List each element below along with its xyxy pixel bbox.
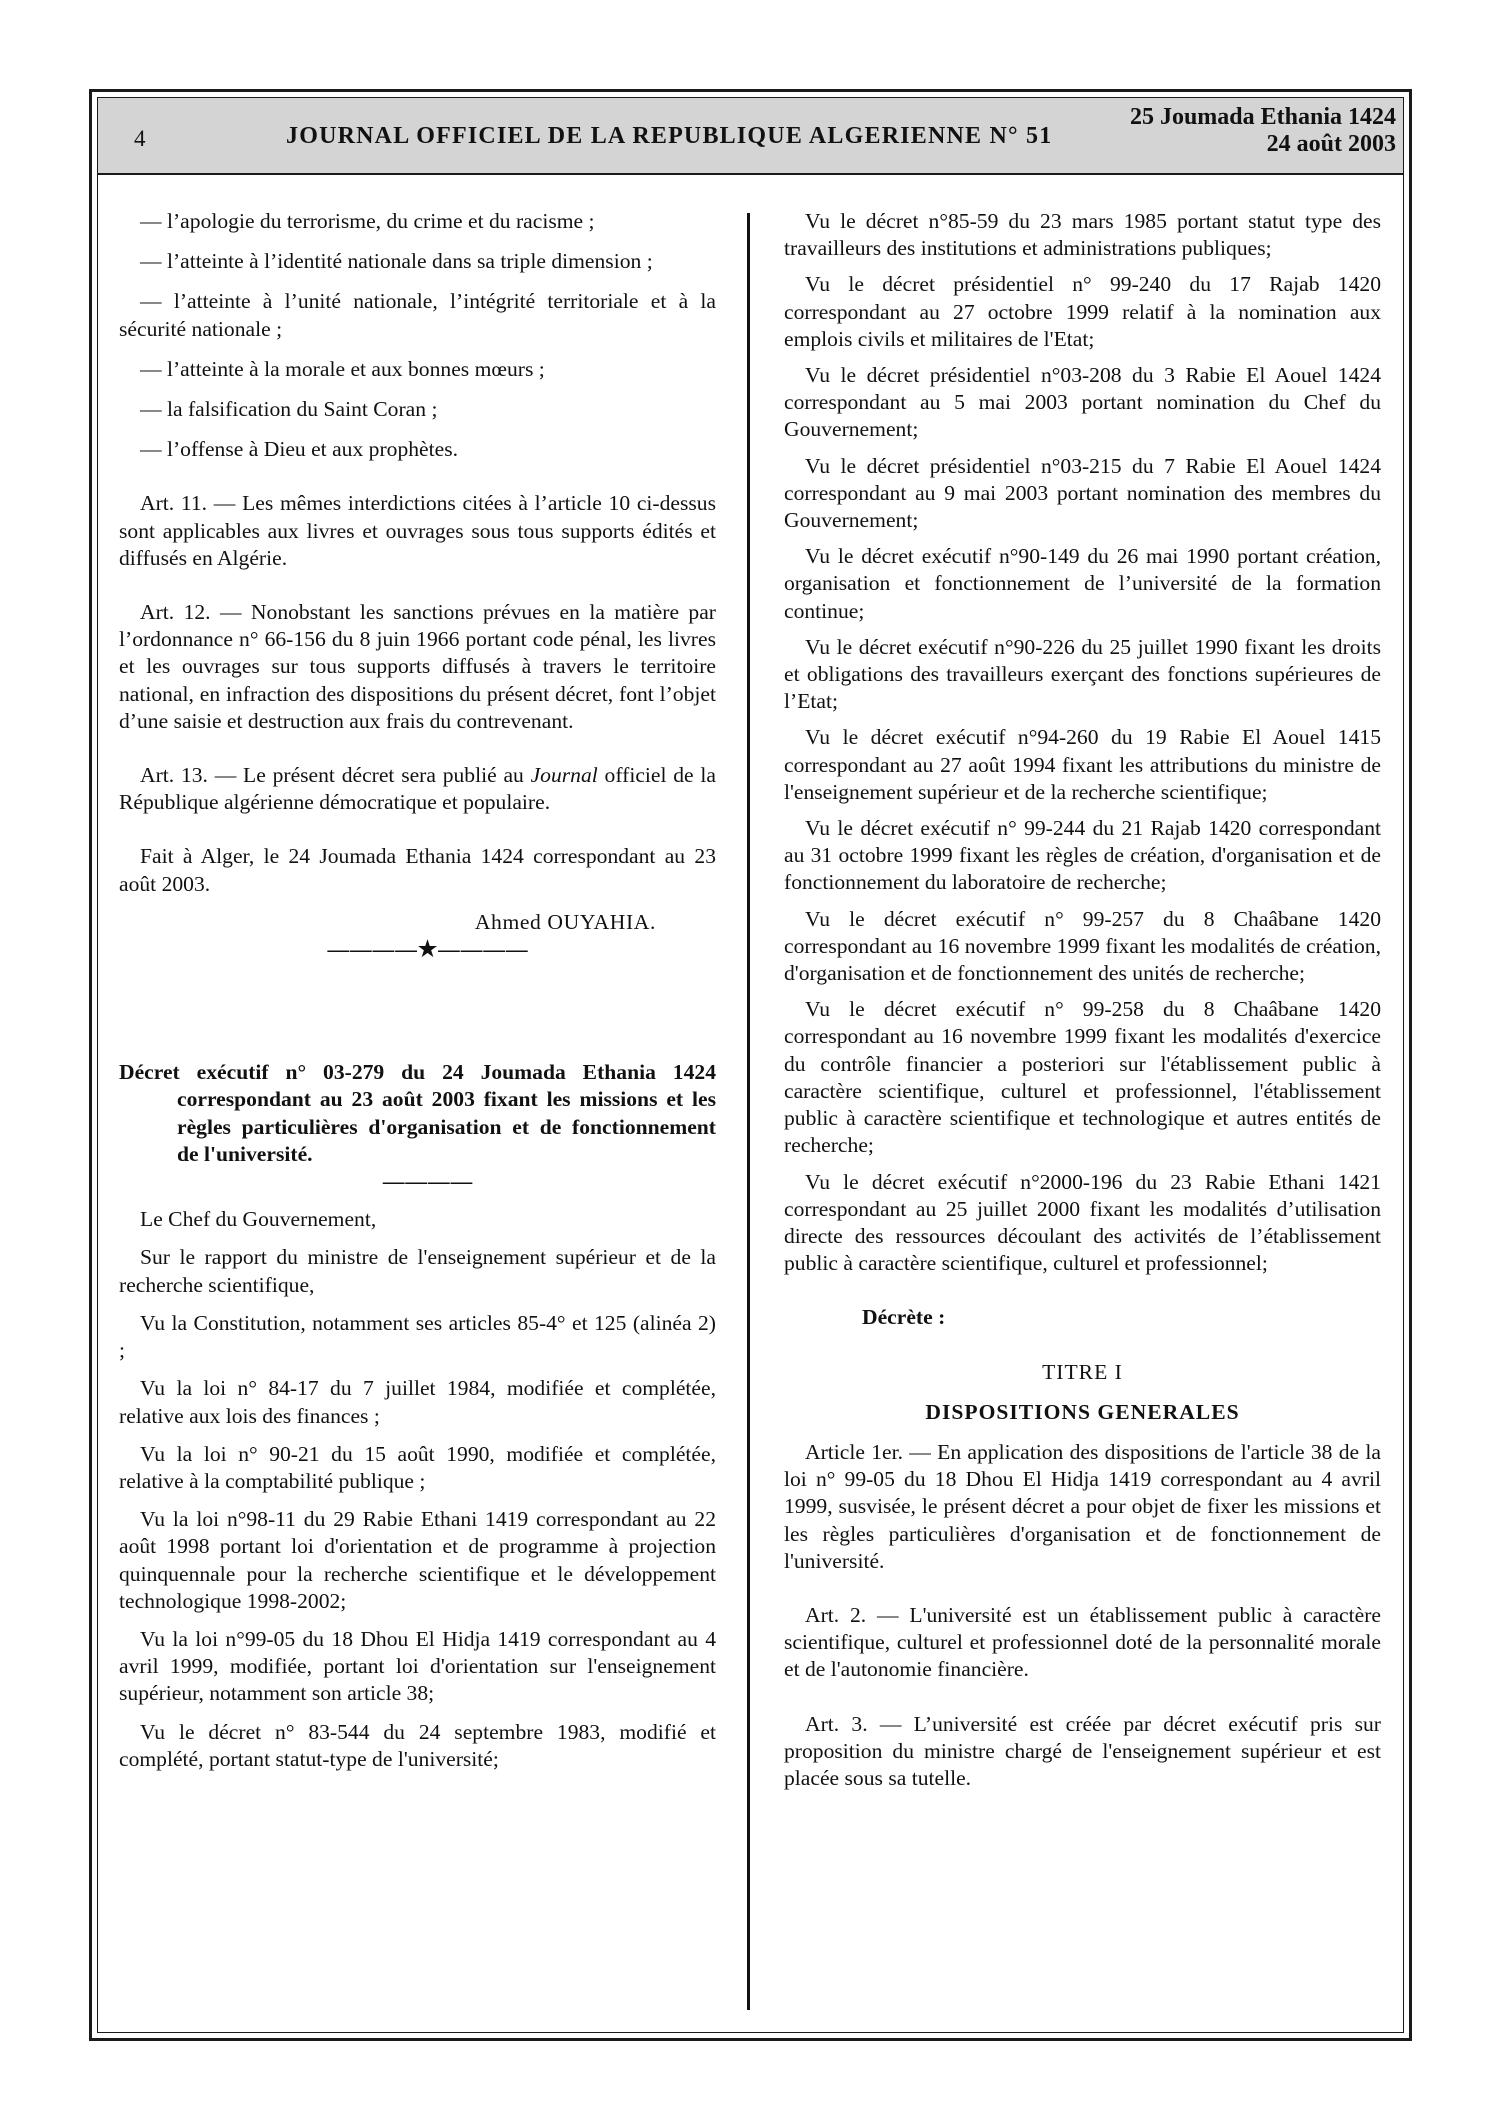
visa-item: Vu la Constitution, notamment ses articles 85-4° et 125 (alinéa 2) ;	[119, 1310, 716, 1363]
list-item: — l’atteinte à l’unité nationale, l’intégrité territoriale et à la sécurité nationale ;	[119, 289, 716, 341]
visa-item: Vu le décret exécutif n°94-260 du 19 Rabie El Aouel 1415 correspondant au 27 août 1994 fixant les attributions du ministre de l'enseignement supérieur et de la recherche scientifique;	[784, 725, 1381, 804]
separator-star: ————★————	[327, 937, 529, 962]
rapport: Sur le rapport du ministre de l'enseignement supérieur et de la recherche scientifique,	[119, 1245, 716, 1297]
list-item: — la falsification du Saint Coran ;	[140, 397, 438, 422]
article-13-start: Art. 13. — Le présent décret sera publié au	[140, 763, 531, 788]
visa-item: Vu le décret exécutif n° 99-244 du 21 Rajab 1420 correspondant au 31 octobre 1999 fixant les règles de création, d'organisation et de fonctionnement du laboratoire de recherche;	[784, 816, 1381, 895]
visa-item: Vu le décret exécutif n°2000-196 du 23 Rabie Ethani 1421 correspondant au 25 juillet 2000 fixant les modalités d’utilisation directe des ressources découlant des activités de l’établissement public à caractère scientifique, culturel et professionnel;	[784, 1169, 1381, 1276]
list-item: — l’atteinte à l’identité nationale dans sa triple dimension ;	[140, 249, 653, 274]
visa-item: Vu le décret n° 83-544 du 24 septembre 1983, modifié et complété, portant statut-type de l'université;	[119, 1719, 716, 1771]
visa-item: Vu la loi n°99-05 du 18 Dhou El Hidja 1419 correspondant au 4 avril 1999, modifiée, portant loi d'orientation sur l'enseignement supérieur, notamment son article 38;	[119, 1626, 716, 1706]
visa-item: Vu le décret exécutif n° 99-257 du 8 Chaâbane 1420 correspondant au 16 novembre 1999 fixant les modalités de création, d'organisation et de fonctionnement des unités de recherche;	[784, 906, 1381, 986]
visa-item: Vu la loi n°98-11 du 29 Rabie Ethani 1419 correspondant au 22 août 1998 portant loi d'orientation et de programme à projection quinquennale pour la recherche scientifique et le développement technologique 1998-2002;	[119, 1507, 716, 1613]
right-column	[784, 208, 1381, 1792]
chef-gouvernement: Le Chef du Gouvernement,	[140, 1207, 377, 1232]
journal-italic: Journal	[530, 763, 598, 788]
gregorian-date: 24 août 2003	[1266, 131, 1396, 157]
visa-item: Vu le décret exécutif n°90-226 du 25 juillet 1990 fixant les droits et obligations des travailleurs exerçant des fonctions supérieures de l’Etat;	[784, 634, 1381, 714]
visa-item: Vu le décret exécutif n° 99-258 du 8 Chaâbane 1420 correspondant au 16 novembre 1999 fixant les modalités d'exercice du contrôle financier a posteriori sur l'établissement public à caractère scientifique, culturel et professionnel, l'établissement public à caractère scientifique et technologique et autres entités de recherche;	[784, 997, 1381, 1158]
titre-heading: TITRE I	[1042, 1359, 1123, 1384]
hijri-date: 25 Joumada Ethania 1424	[1129, 104, 1396, 130]
list-item: — l’atteinte à la morale et aux bonnes mœurs ;	[140, 356, 545, 381]
list-item: — l’offense à Dieu et aux prophètes.	[140, 437, 459, 462]
visa-item: Vu le décret présidentiel n°03-208 du 3 Rabie El Aouel 1424 correspondant au 5 mai 2003 portant nomination du Chef du Gouvernement;	[784, 363, 1381, 442]
visa-item: Vu le décret exécutif n°90-149 du 26 mai 1990 portant création, organisation et fonctionnement de l’université de la formation continue;	[784, 544, 1381, 623]
decree-title-text: Décret exécutif n° 03-279 du 24 Joumada Ethania 1424 correspondant au 23 août 2003 fixant les missions et les règles particulières d'organisation et de fonctionnement de l'université.	[119, 1060, 716, 1166]
visa-item: Vu la loi n° 90-21 du 15 août 1990, modifiée et complétée, relative à la comptabilité publique ;	[119, 1441, 716, 1493]
column-divider	[747, 213, 750, 2010]
article-11: Art. 11. — Les mêmes interdictions citées à l’article 10 ci-dessus sont applicables aux livres et ouvrages sous tous supports édités et diffusés en Algérie.	[119, 491, 716, 570]
article-12: Art. 12. — Nonobstant les sanctions prévues en la matière par l’ordonnance n° 66-156 du 8 juin 1966 portant code pénal, les livres et les ouvrages sur tous supports diffusés à travers le territoire national, en infraction des dispositions du présent décret, font l’objet d’une saisie et destruction aux frais du contrevenant.	[119, 600, 716, 733]
separator-short: ————	[382, 1169, 474, 1194]
visa-item: Vu le décret présidentiel n° 99-240 du 17 Rajab 1420 correspondant au 27 octobre 1999 relatif à la nomination aux emplois civils et militaires de l'Etat;	[784, 272, 1381, 351]
signature: Ahmed OUYAHIA.	[474, 909, 656, 934]
decree-title	[119, 1059, 716, 1168]
fait-a-alger: Fait à Alger, le 24 Joumada Ethania 1424 correspondant au 23 août 2003.	[119, 844, 716, 896]
article-2: Art. 2. — L'université est un établissement public à caractère scientifique, culturel et professionnel doté de la personnalité morale et de l'autonomie financière.	[784, 1602, 1381, 1682]
article-3: Art. 3. — L’université est créée par décret exécutif pris sur proposition du ministre chargé de l'enseignement supérieur et est placée sous sa tutelle.	[784, 1711, 1381, 1790]
visa-item: Vu le décret présidentiel n°03-215 du 7 Rabie El Aouel 1424 correspondant au 9 mai 2003 portant nomination des membres du Gouvernement;	[784, 453, 1381, 533]
article-13-end: officiel de la République algérienne démocratique et populaire.	[119, 763, 716, 815]
article-1: Article 1er. — En application des dispositions de l'article 38 de la loi n° 99-05 du 18 Dhou El Hidja 1419 correspondant au 4 avril 1999, susvisée, le présent décret a pour objet de fixer les missions et les règles particulières d'organisation et de fonctionnement de l'université.	[784, 1439, 1381, 1573]
visa-item: Vu le décret n°85-59 du 23 mars 1985 portant statut type des travailleurs des institutions et administrations publiques;	[784, 209, 1381, 261]
visa-item: Vu la loi n° 84-17 du 7 juillet 1984, modifiée et complétée, relative aux lois des finances ;	[119, 1376, 716, 1428]
dispositions-heading: DISPOSITIONS GENERALES	[925, 1399, 1240, 1424]
decrete-heading: Décrète :	[862, 1305, 946, 1330]
list-item: — l’apologie du terrorisme, du crime et du racisme ;	[140, 209, 595, 233]
article-13	[119, 762, 716, 816]
page-number: 4	[134, 126, 146, 151]
journal-title: JOURNAL OFFICIEL DE LA REPUBLIQUE ALGERIENNE N° 51	[286, 123, 1053, 149]
left-column	[119, 208, 716, 1773]
